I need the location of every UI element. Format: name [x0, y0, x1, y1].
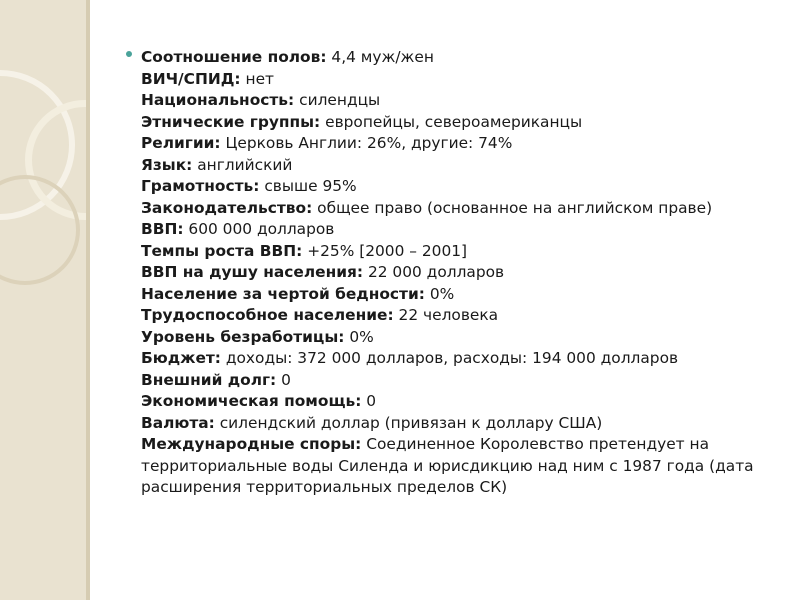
fact-label: Экономическая помощь:: [141, 392, 362, 410]
fact-row: [141, 413, 786, 435]
fact-row: [141, 133, 786, 155]
fact-value: английский: [197, 155, 293, 174]
fact-value: 0: [281, 370, 291, 389]
decorative-sidebar: [0, 0, 90, 600]
fact-row: [141, 370, 786, 392]
fact-value: силендцы: [299, 91, 381, 109]
fact-row: [141, 47, 786, 69]
fact-value: 4,4 муж/жен: [331, 48, 434, 66]
fact-value: 0: [366, 392, 377, 410]
fact-row: [141, 69, 786, 91]
fact-label: Валюта:: [141, 413, 215, 432]
fact-row: [141, 176, 786, 198]
fact-label: Язык:: [141, 155, 193, 174]
fact-value: 22 человека: [398, 306, 499, 324]
bullet-icon: [126, 51, 132, 57]
fact-value: Церковь Англии: 26%, другие: 74%: [225, 134, 513, 152]
fact-row: [141, 327, 786, 349]
fact-lines: [141, 47, 786, 499]
fact-label: Грамотность:: [141, 177, 260, 195]
fact-label: Национальность:: [141, 91, 295, 109]
fact-value: нет: [245, 69, 274, 88]
fact-row: [141, 305, 786, 327]
fact-value: общее право (основанное на английском праве): [317, 198, 713, 217]
fact-row: [141, 90, 786, 112]
fact-value: 22 000 долларов: [367, 263, 505, 281]
fact-value: Соединенное Королевство претендует на территориальные воды Силенда и юрисдикцию над ним с 1987 года (дата расширения территориальных пределов СК): [141, 435, 754, 496]
fact-value: силендский доллар (привязан к доллару США): [219, 413, 603, 432]
fact-label: ВВП:: [141, 220, 184, 238]
fact-row: [141, 241, 786, 263]
fact-row: [141, 284, 786, 306]
fact-row: [141, 198, 786, 220]
fact-value: 0%: [429, 284, 455, 303]
fact-row: [141, 434, 786, 499]
fact-label: Законодательство:: [141, 198, 313, 217]
fact-label: Религии:: [141, 134, 221, 152]
fact-label: Этнические группы:: [141, 112, 321, 131]
fact-label: ВВП на душу населения:: [141, 263, 364, 281]
fact-label: Бюджет:: [141, 349, 221, 367]
fact-label: ВИЧ/СПИД:: [141, 69, 241, 88]
fact-value: 600 000 долларов: [188, 220, 335, 238]
fact-value: доходы: 372 000 долларов, расходы: 194 000 долларов: [225, 349, 679, 367]
fact-row: [141, 219, 786, 241]
fact-value: свыше 95%: [264, 177, 357, 195]
sidebar-edge: [86, 0, 90, 600]
fact-label: Население за чертой бедности:: [141, 284, 425, 303]
fact-label: Уровень безработицы:: [141, 327, 345, 346]
fact-row: [141, 348, 786, 370]
fact-label: Внешний долг:: [141, 370, 277, 389]
fact-row: [141, 155, 786, 177]
fact-value: +25% [2000 – 2001]: [307, 241, 468, 260]
fact-label: Международные споры:: [141, 435, 362, 453]
fact-row: [141, 112, 786, 134]
fact-value: европейцы, североамериканцы: [325, 112, 583, 131]
fact-value: 0%: [349, 327, 374, 346]
fact-label: Темпы роста ВВП:: [141, 241, 303, 260]
fact-label: Трудоспособное население:: [141, 306, 394, 324]
fact-row: [141, 262, 786, 284]
fact-label: Соотношение полов:: [141, 48, 327, 66]
fact-row: [141, 391, 786, 413]
